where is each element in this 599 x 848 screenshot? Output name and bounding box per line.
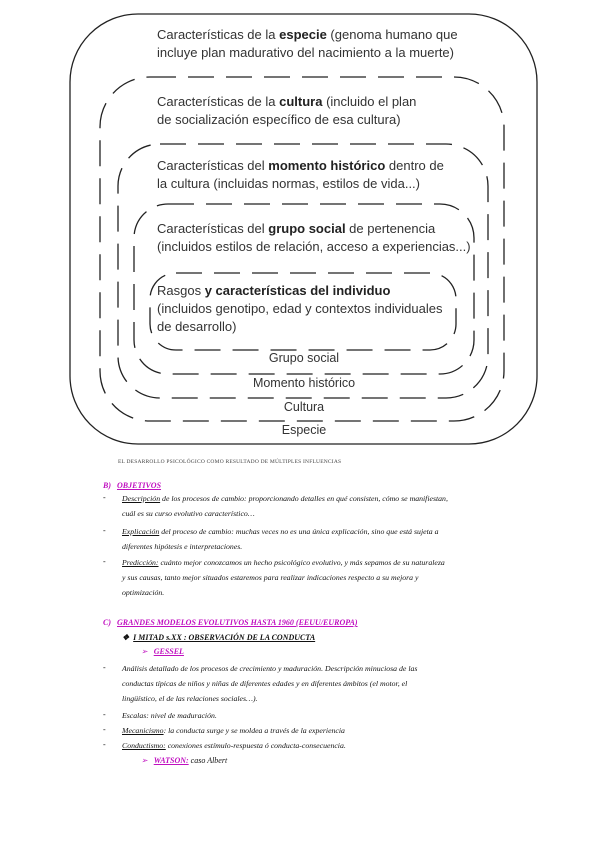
momento-text-2: la cultura (incluidas normas, estilos de vida...) (157, 176, 421, 191)
subheading-observacion: ❖ I MITAD s.XX : OBSERVACIÓN DE LA CONDUCTA (122, 633, 316, 642)
section-b-heading: B) OBJETIVOS (103, 481, 162, 490)
label-cultura: Cultura (283, 400, 325, 414)
especie-text-1: Características de la especie (genoma humano que (157, 27, 458, 42)
individuo-text-3: de desarrollo) (157, 319, 237, 334)
section-c-heading: C) GRANDES MODELOS EVOLUTIVOS HASTA 1960 (EEUU/EUROPA) (103, 618, 358, 627)
cultura-text-2: de socialización específico de esa cultura) (157, 112, 401, 127)
bullet: - (103, 493, 106, 502)
bullet: - (103, 725, 106, 734)
bullet: - (103, 740, 106, 749)
grupo-text-1: Características del grupo social de pertenencia (157, 221, 436, 236)
figure-caption: EL DESARROLLO PSICOLÓGICO COMO RESULTADO DE MÚLTIPLES INFLUENCIAS (118, 459, 342, 465)
cultura-text-1: Características de la cultura (incluido el plan (157, 94, 417, 109)
gessel-analisis: Análisis detallado de los procesos de crecimiento y maduración. Descripción minuciosa de las conductas típicas de niños y niñas de diferentes edades y en diferentes ámbitos (el motor, el lingüístico, el de las relaciones sociales…). (122, 664, 418, 703)
objetivo-prediccion: Predicción: cuánto mejor conozcamos un hecho psicológico evolutivo, y más sepamos de su naturaleza y sus causas, tanto mejor situados estaremos para realizar indicaciones respecto a su mejora y optimización. (122, 558, 445, 597)
momento-text-1: Características del momento histórico dentro de (157, 158, 444, 173)
grupo-text-2: (incluidos estilos de relación, acceso a experiencias...) (157, 239, 471, 254)
bullet: - (103, 526, 106, 535)
objetivo-explicacion: Explicación del proceso de cambio: muchas veces no es una única explicación, sino que está sujeta a diferentes hipótesis e interpretaciones. (122, 527, 439, 551)
individuo-text-2: (incluidos genotipo, edad y contextos individuales (157, 301, 443, 316)
bullet: - (103, 557, 106, 566)
conductismo: Conductismo: conexiones estímulo-respuesta ó conducta-consecuencia. (122, 741, 346, 750)
objetivo-descripcion: Descripción de los procesos de cambio: proporcionando detalles en qué consisten, cómo se manifiestan, cuál es su curso evolutivo característico… (122, 494, 448, 518)
subheading-watson: ➢ WATSON: caso Albert (141, 756, 228, 765)
label-grupo-social: Grupo social (268, 351, 340, 365)
mecanicismo: Mecanicismo: la conducta surge y se moldea a través de la experiencia (122, 726, 345, 735)
bullet: - (103, 663, 106, 672)
label-especie: Especie (281, 423, 327, 437)
bullet: - (103, 710, 106, 719)
individuo-text-1: Rasgos y características del individuo (157, 283, 391, 298)
subheading-gessel: ➢ GESSEL (141, 647, 184, 656)
especie-text-2: incluye plan madurativo del nacimiento a la muerte) (157, 45, 454, 60)
gessel-escalas: Escalas: nivel de maduración. (122, 711, 217, 720)
label-momento-historico: Momento histórico (252, 376, 356, 390)
